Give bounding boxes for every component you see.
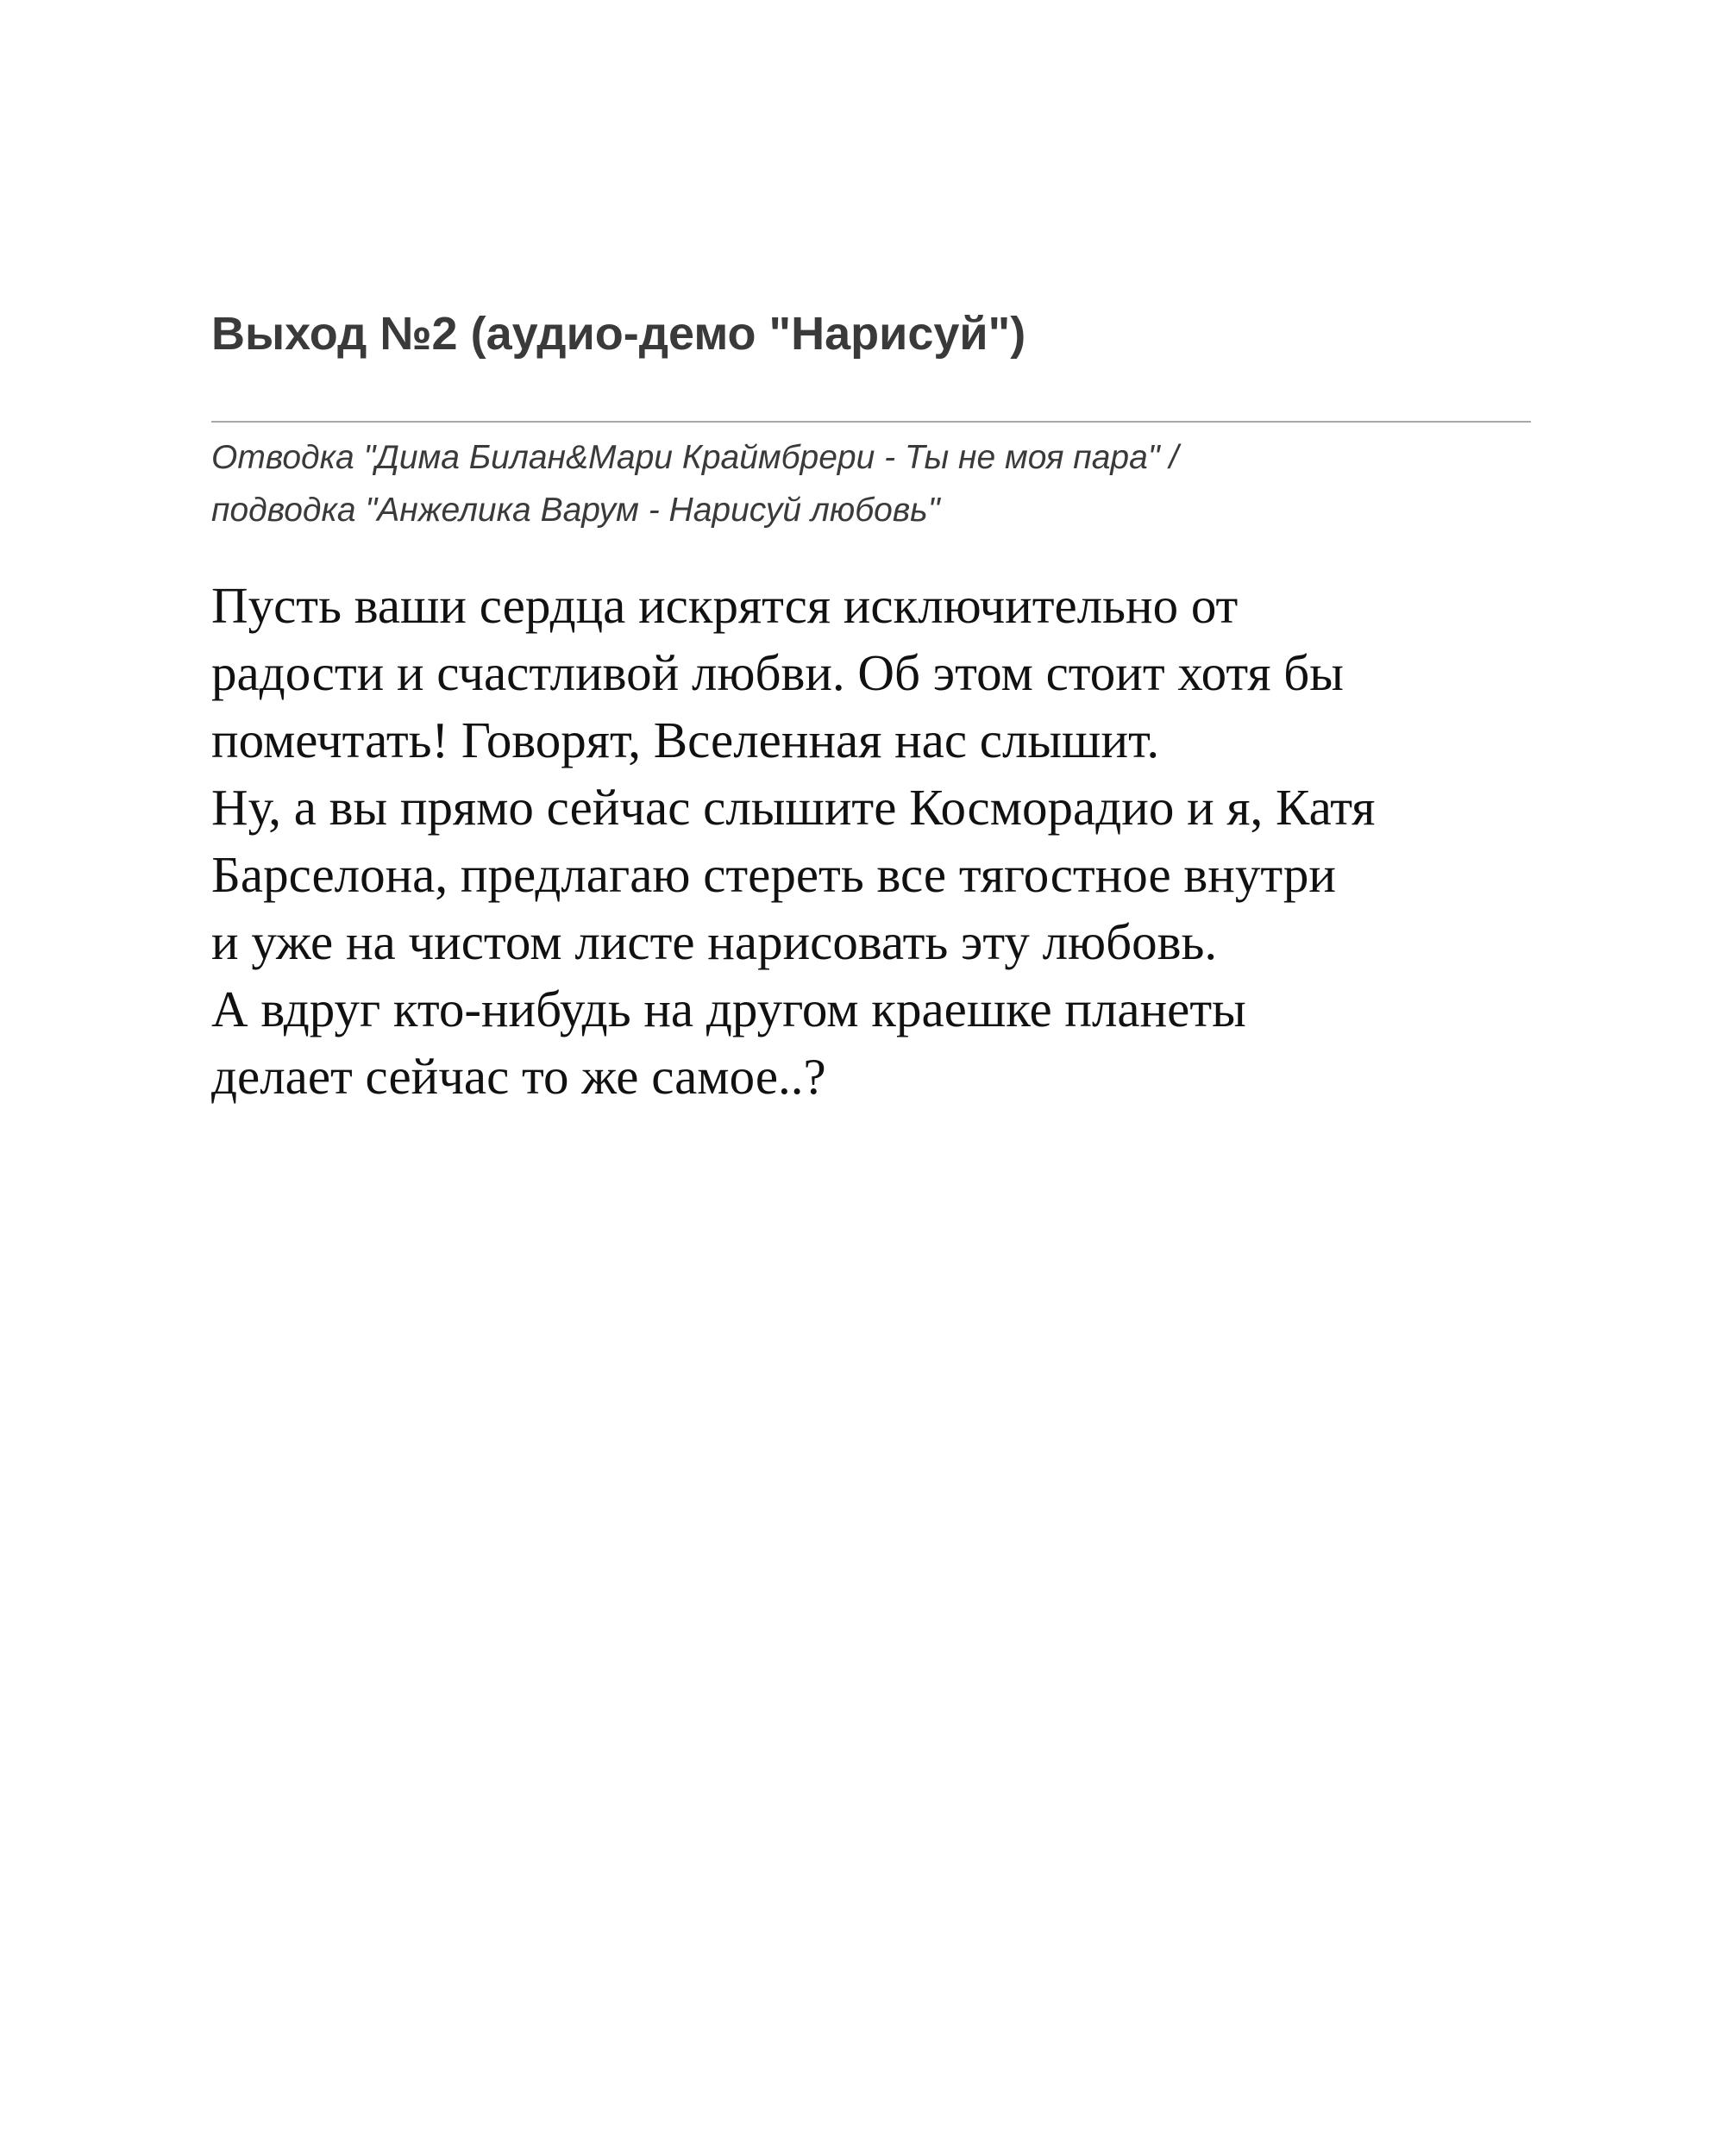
- title-divider: [211, 421, 1531, 423]
- body-line: помечтать! Говорят, Вселенная нас слышит.: [211, 711, 1160, 768]
- document-title: Выход №2 (аудио-демо "Нарисуй"): [211, 308, 1026, 360]
- body-line: Пусть ваши сердца искрятся исключительно от: [211, 576, 1239, 634]
- body-line: делает сейчас то же самое..?: [211, 1047, 826, 1105]
- document-body: [211, 572, 1540, 1110]
- body-line: Ну, а вы прямо сейчас слышите Косморадио и я, Катя: [211, 778, 1376, 836]
- body-line: А вдруг кто-нибудь на другом краешке планеты: [211, 980, 1246, 1037]
- document-content: [211, 306, 1540, 1110]
- body-line: и уже на чистом листе нарисовать эту любовь.: [211, 912, 1218, 970]
- document-subtitle: [211, 431, 1540, 536]
- subtitle-line: Отводка "Дима Билан&Мари Краймбрери - Ты не моя пара" /: [211, 438, 1179, 476]
- subtitle-line: подводка "Анжелика Варум - Нарисуй любовь": [211, 491, 940, 529]
- body-line: Барселона, предлагаю стереть все тягостное внутри: [211, 845, 1336, 903]
- body-line: радости и счастливой любви. Об этом стоит хотя бы: [211, 643, 1344, 701]
